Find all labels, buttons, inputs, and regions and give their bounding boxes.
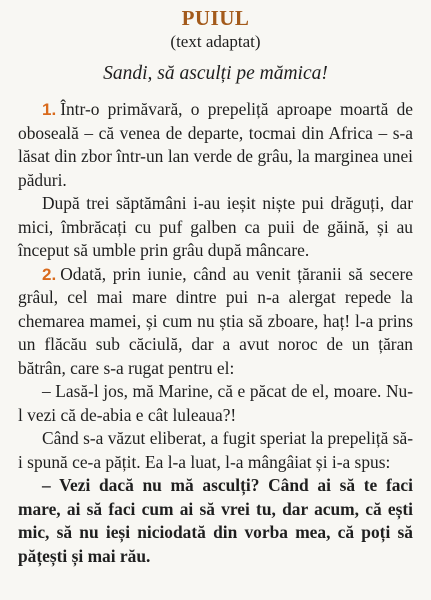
- story-title: PUIUL: [181, 6, 250, 30]
- paragraph-text: După trei săptămâni i-au ieșit niște pui drăguți, dar mici, îmbrăcați cu puf galben ca puii de găină, și au început să umble prin grâu după mâncare.: [18, 193, 413, 260]
- paragraph-4: [18, 380, 413, 427]
- section-number-2: 2.: [42, 264, 57, 284]
- story-subtitle: (text adaptat): [170, 32, 261, 51]
- dialogue-text: – Lasă-l jos, mă Marine, că e păcat de el, moare. Nu-l vezi că de-abia e cât luleaua?!: [18, 381, 413, 425]
- paragraph-text: Când s-a văzut eliberat, a fugit speriat la prepeliță să-i spună ce-a pățit. Ea l-a luat, l-a mângâiat și i-a spus:: [18, 428, 413, 472]
- paragraph-3: [18, 263, 413, 381]
- paragraph-6: [18, 474, 413, 568]
- paragraph-2: [18, 192, 413, 263]
- paragraph-text: Odată, prin iunie, când au venit țăranii să secere grâul, cel mai mare dintre pui n-a alergat repede la chemarea mamei, și cum nu știa să zboare, haț! l-a prins un flăcău sub căciulă, dar a avut noroc de un țăran bătrân, care s-a rugat pentru el:: [18, 263, 413, 378]
- paragraph-5: [18, 427, 413, 474]
- story-body: [18, 98, 413, 568]
- paragraph-1: [18, 98, 413, 192]
- section-number-1: 1.: [42, 100, 57, 119]
- paragraph-text: Într-o primăvară, o prepeliță aproape moartă de oboseală – că venea de departe, tocmai din Africa – s-a lăsat din zbor într-un lan verde de grâu, la marginea unei păduri.: [18, 99, 413, 190]
- dialogue-text-bold: – Vezi dacă nu mă asculți? Când ai să te faci mare, ai să faci cum ai să vrei tu, dar acum, că ești mic, să nu ieși niciodată din vorba mea, că poți să pățești și mai rău.: [18, 475, 413, 566]
- story-motto: Sandi, să asculți pe mămica!: [103, 63, 328, 84]
